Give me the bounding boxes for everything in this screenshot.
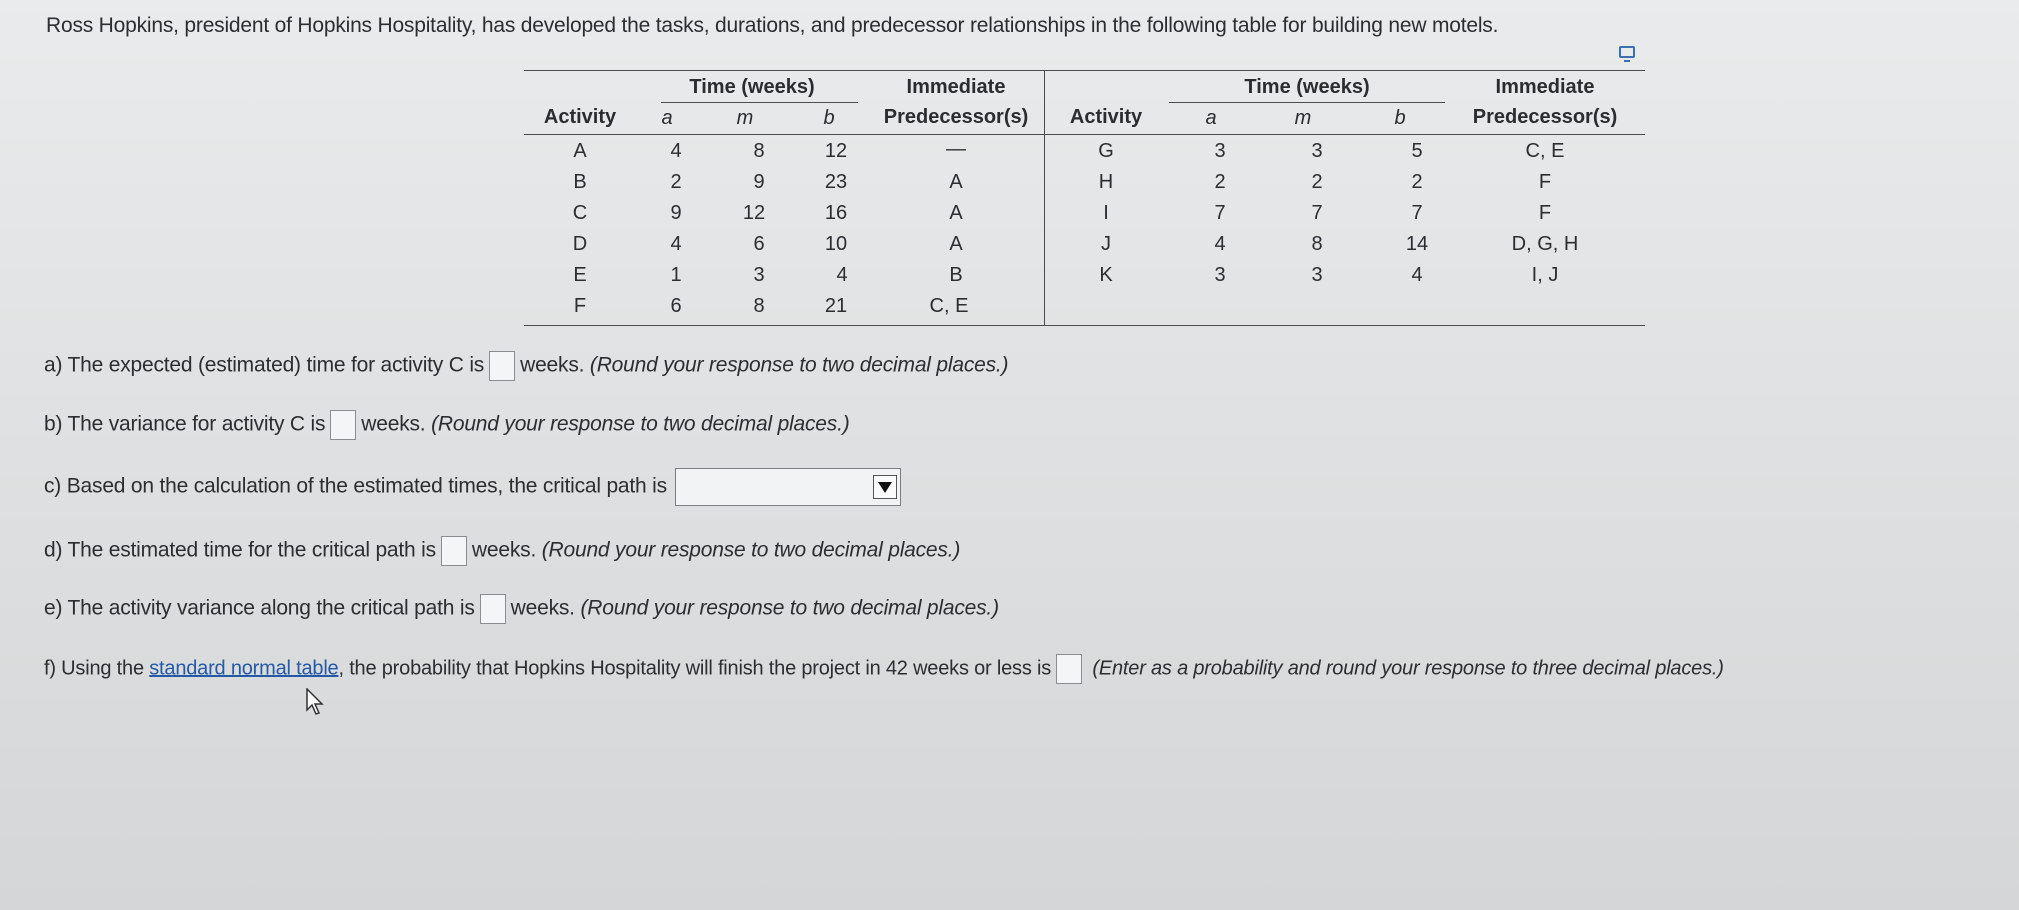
activity-header: Activity	[543, 106, 617, 128]
b-header: b	[1394, 107, 1406, 129]
time-group-underline-left	[661, 102, 858, 103]
activity-header: Activity	[1069, 106, 1143, 128]
problem-intro: Ross Hopkins, president of Hopkins Hospitality, has developed the tasks, durations, and predecessor relationships in the following table for building new motels.	[46, 14, 1499, 37]
answer-f-input[interactable]	[1056, 654, 1082, 684]
time-group-header: Time (weeks)	[1244, 76, 1370, 98]
critical-path-dropdown[interactable]	[675, 468, 901, 506]
pred-header-line2: Predecessor(s)	[1472, 106, 1618, 128]
time-group-underline-right	[1169, 102, 1445, 103]
question-b: b) The variance for activity C is weeks. (Round your response to two decimal places.)	[44, 410, 850, 440]
table-bottom-rule	[524, 325, 1645, 326]
question-a: a) The expected (estimated) time for activity C is weeks. (Round your response to two decimal places.)	[44, 351, 1008, 381]
m-header: m	[736, 107, 754, 129]
pred-header-line1: Immediate	[1495, 76, 1595, 98]
question-c: c) Based on the calculation of the estimated times, the critical path is	[44, 468, 901, 506]
standard-normal-table-link[interactable]: standard normal table	[149, 657, 339, 680]
table-divider	[1044, 70, 1045, 326]
pred-header-line2: Predecessor(s)	[883, 106, 1029, 128]
a-header: a	[1205, 107, 1217, 129]
header-bottom-rule	[524, 134, 1645, 135]
question-e: e) The activity variance along the critical path is weeks. (Round your response to two decimal places.)	[44, 594, 999, 624]
question-f: f) Using the standard normal table, the probability that Hopkins Hospitality will finish the project in 42 weeks or less is (Enter as a probability and round your response to three decimal places.)	[44, 654, 1724, 684]
question-d: d) The estimated time for the critical path is weeks. (Round your response to two decimal places.)	[44, 536, 960, 566]
expand-icon[interactable]	[1619, 46, 1635, 58]
table-top-rule	[524, 70, 1645, 71]
project-table: Time (weeks) Immediate Activity a m b Predecessor(s) Time (weeks) Immediate Activity a m b Predecessor(s) A 4 8 12 — B 2 9 23 A C 9 12 16 A D 4 6 10 A E 1 3 4 B F 6 8 21 C, E G 3 3 5 C, E H 2 2 2 F I 7 7 7 F J 4 8 14 D, G, H K 3 3 4 I, J	[524, 70, 1645, 326]
m-header: m	[1294, 107, 1312, 129]
time-group-header: Time (weeks)	[689, 76, 815, 98]
dropdown-arrow-icon[interactable]	[873, 475, 897, 499]
answer-a-input[interactable]	[489, 351, 515, 381]
pred-header-line1: Immediate	[906, 76, 1006, 98]
answer-b-input[interactable]	[330, 410, 356, 440]
answer-d-input[interactable]	[441, 536, 467, 566]
a-header: a	[661, 107, 673, 129]
b-header: b	[823, 107, 835, 129]
answer-e-input[interactable]	[480, 594, 506, 624]
mouse-cursor-icon	[306, 688, 326, 716]
